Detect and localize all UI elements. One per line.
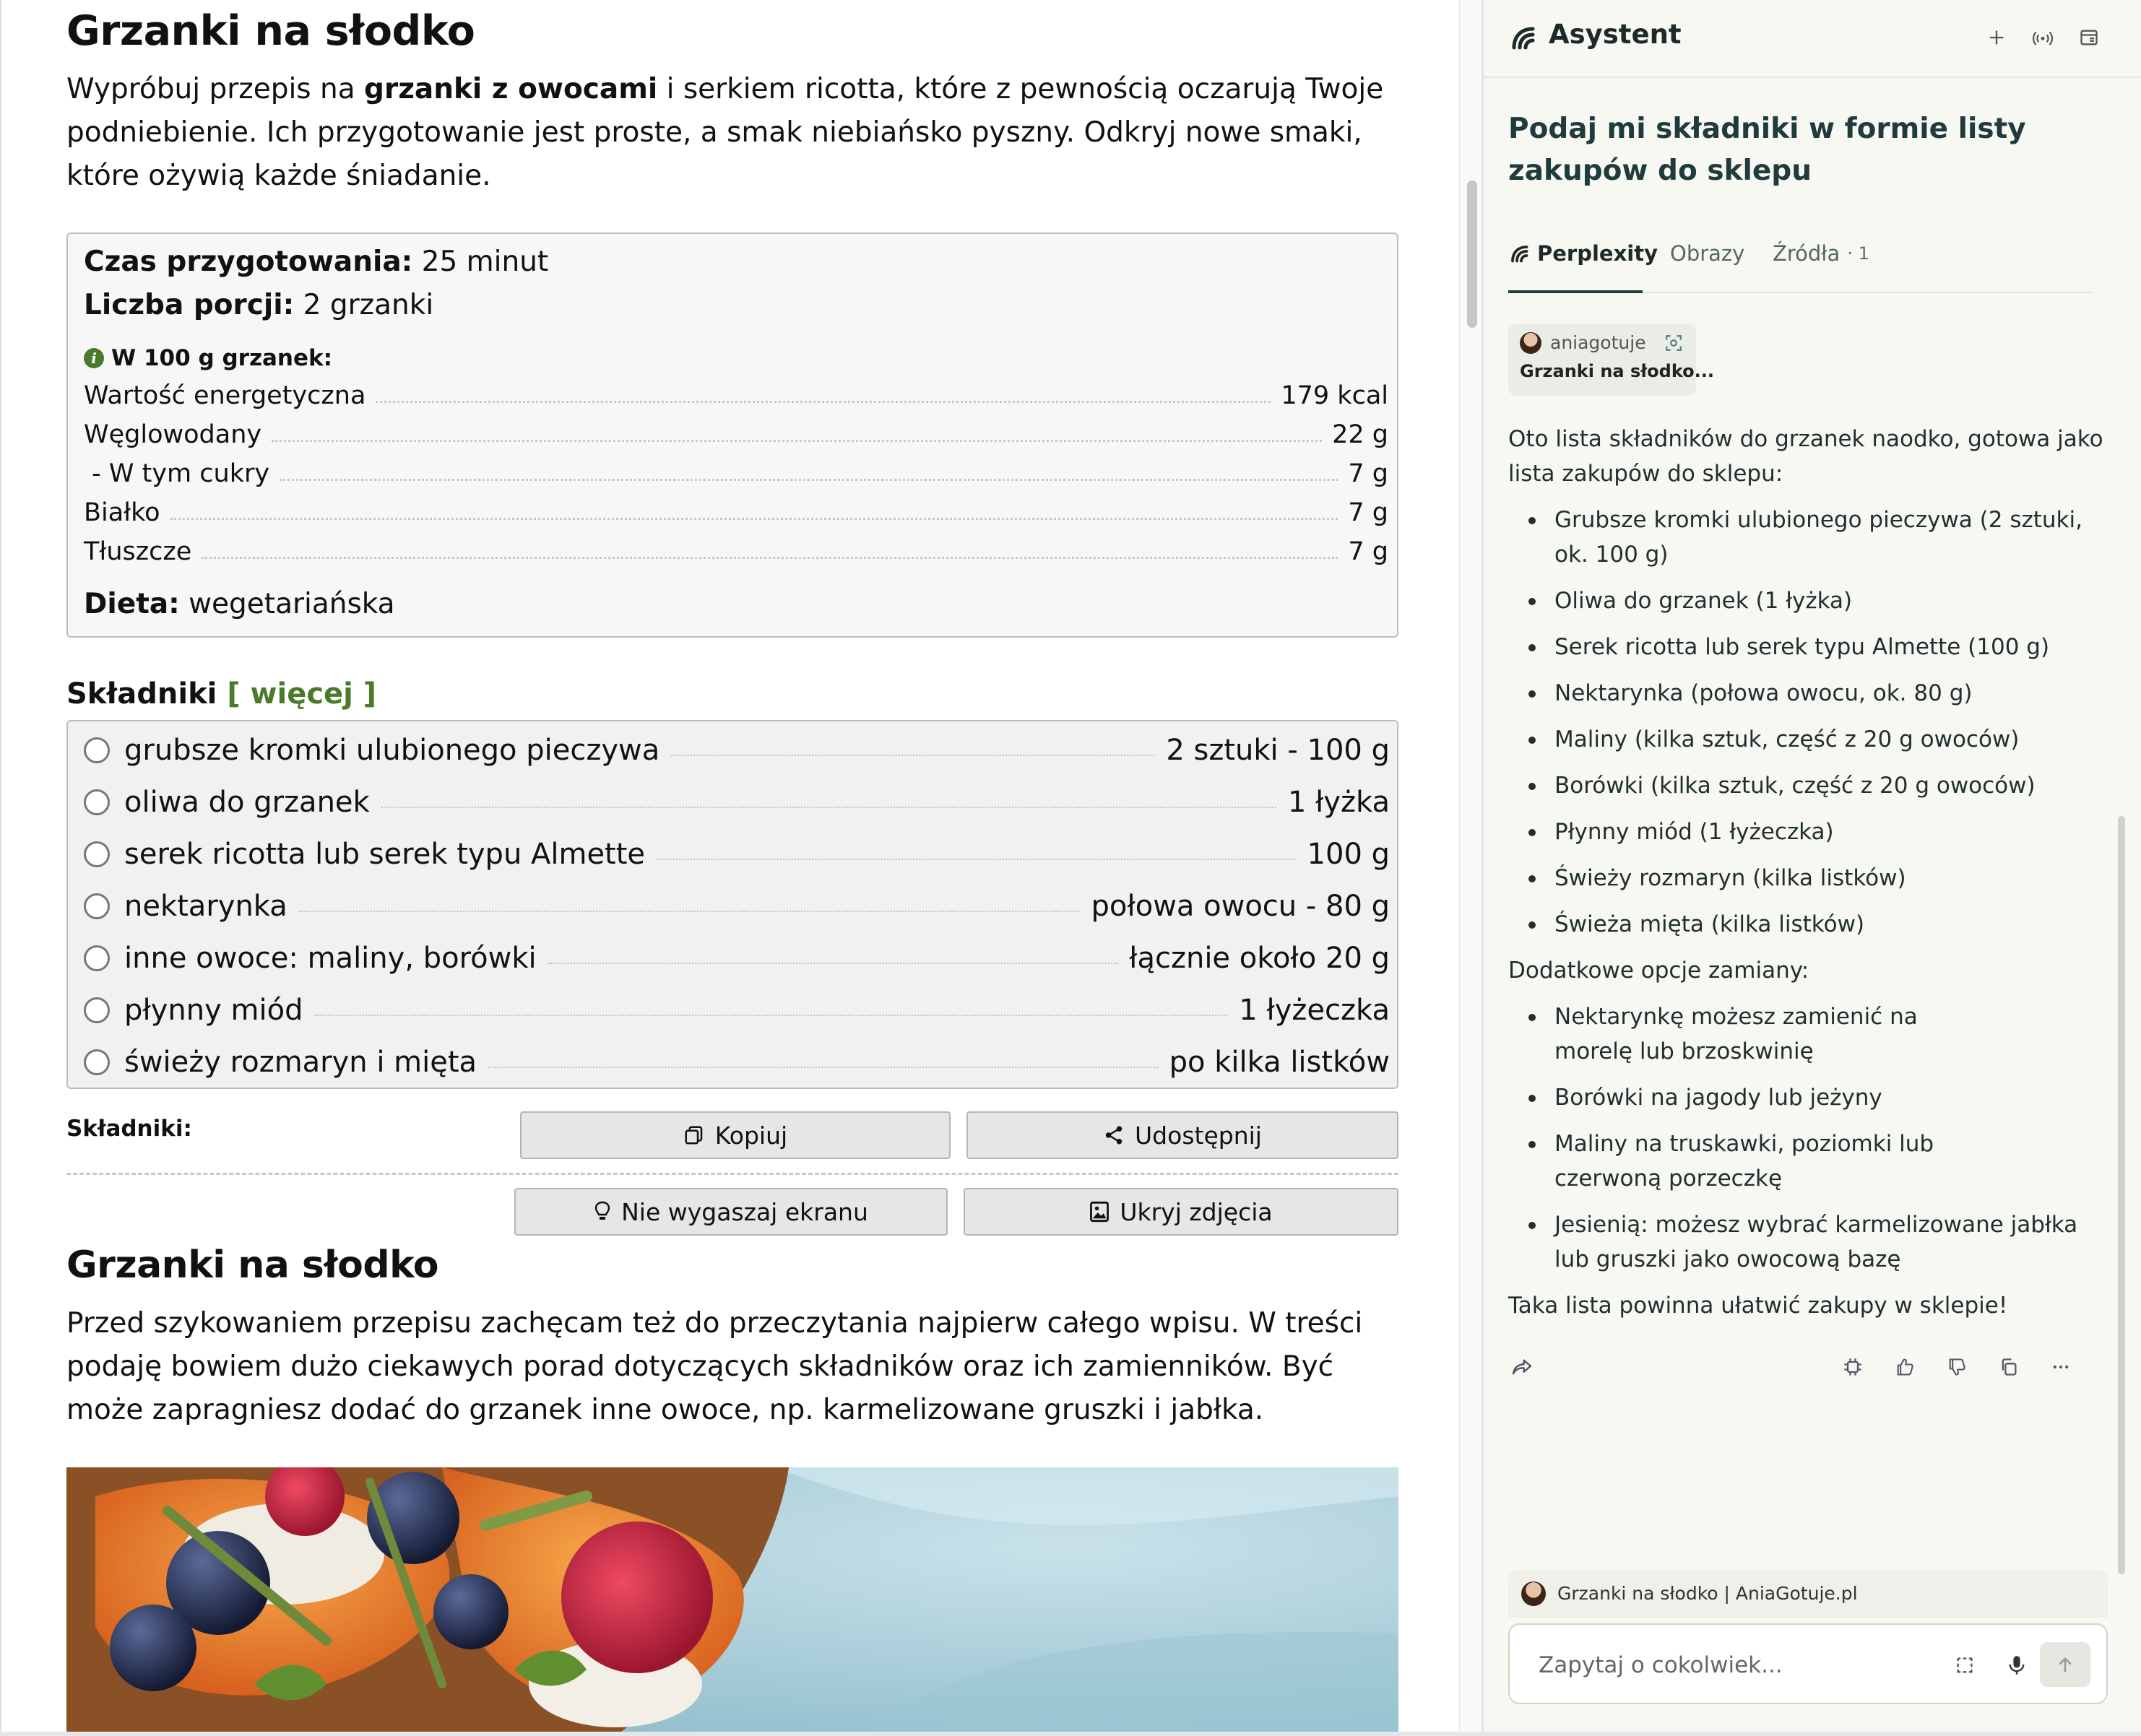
ingredient-checkbox[interactable] <box>84 789 110 815</box>
copy-button-label: Kopiuj <box>714 1121 788 1150</box>
tab-sources-count: · 1 <box>1847 243 1869 264</box>
more-icon <box>2051 1357 2071 1377</box>
ingredient-checkbox[interactable] <box>84 1049 110 1075</box>
assistant-sidebar <box>1482 0 2141 1736</box>
answer-closing: Taka lista powinna ułatwić zakupy w sklepie! <box>1508 1293 2008 1319</box>
section-title: Grzanki na słodko <box>66 1244 439 1287</box>
select-area-button[interactable] <box>1950 1651 1979 1680</box>
ingredient-row[interactable] <box>84 1036 1390 1088</box>
list-item: Borówki (kilka sztuk, część z 20 g owoców) <box>1554 768 2115 803</box>
share-arrow-icon <box>1510 1355 1534 1379</box>
page-scrollbar-thumb[interactable] <box>1467 181 1477 328</box>
divider <box>66 1173 1398 1175</box>
ingredient-name: płynny miód <box>124 994 303 1027</box>
recipe-photo <box>66 1467 1398 1736</box>
nutrition-value: 7 g <box>1348 498 1388 527</box>
open-window-button[interactable] <box>2076 25 2102 51</box>
diet-label: Dieta: <box>84 588 180 620</box>
ingredient-row[interactable] <box>84 724 1390 776</box>
prep-time-value: 25 minut <box>412 246 549 278</box>
intro-text-before: Wypróbuj przepis na <box>66 73 365 105</box>
list-item: Świeży rozmaryn (kilka listków) <box>1554 861 2115 895</box>
servings <box>84 289 433 321</box>
leader-dots <box>170 518 1338 520</box>
extra-options-list <box>1554 999 2115 1277</box>
lightbulb-icon <box>594 1201 611 1223</box>
ingredient-amount: łącznie około 20 g <box>1129 942 1390 975</box>
nutrition-row <box>84 410 1388 449</box>
more-options-button[interactable] <box>2047 1353 2075 1381</box>
share-button-label: Udostępnij <box>1135 1121 1262 1150</box>
section-text: Przed szykowaniem przepisu zachęcam też do przeczytania najpierw całego wpisu. W treści podaję bowiem dużo ciekawych porad dotyczących składników oraz ich zamienników. Być może zapragniesz dodać do grzanek inne owoce, np. karmelizowane gruszki i jabłka. <box>66 1307 1363 1426</box>
answer-tabs <box>1508 230 2093 293</box>
diet <box>84 588 395 620</box>
window-icon <box>2079 27 2099 48</box>
nutrition-label: Białko <box>84 498 160 527</box>
tab-images-label: Obrazy <box>1670 241 1745 266</box>
ingredients-title: Składniki <box>66 677 217 711</box>
toast-photo-illustration <box>66 1467 1398 1736</box>
new-thread-button[interactable] <box>1984 25 2010 51</box>
list-item: Maliny na truskawki, poziomki lub czerwoną porzeczkę <box>1554 1127 1959 1196</box>
recipe-title: Grzanki na słodko <box>66 7 475 55</box>
nutrition-label: Węglowodany <box>84 420 262 449</box>
list-item: Serek ricotta lub serek typu Almette (100 g) <box>1554 630 2115 664</box>
tab-perplexity[interactable] <box>1508 241 1658 266</box>
nutrition-label: - W tym cukry <box>84 459 270 488</box>
leader-dots <box>548 963 1117 964</box>
ingredients-heading <box>66 677 376 711</box>
leader-dots <box>272 440 1322 442</box>
answer-intro: Oto lista składników do grzanek naodko, gotowa jako lista zakupów do sklepu: <box>1508 426 2103 487</box>
list-item: Nektarynka (połowa owocu, ok. 80 g) <box>1554 676 2115 711</box>
list-item: Oliwa do grzanek (1 łyżka) <box>1554 583 2115 618</box>
shopping-list <box>1554 503 2115 942</box>
tab-images[interactable] <box>1670 241 1744 266</box>
send-button[interactable] <box>2040 1642 2090 1687</box>
nutrition-header <box>84 345 332 371</box>
list-item: Jesienią: możesz wybrać karmelizowane jabłka lub gruszki jako owocową bazę <box>1554 1207 2089 1277</box>
ask-input-box[interactable] <box>1508 1623 2108 1704</box>
list-item: Płynny miód (1 łyżeczka) <box>1554 815 2115 849</box>
servings-label: Liczba porcji: <box>84 289 295 321</box>
ingredient-amount: połowa owocu - 80 g <box>1091 890 1390 923</box>
thumbs-up-icon <box>1895 1357 1915 1377</box>
ingredient-name: świeży rozmaryn i mięta <box>124 1046 477 1079</box>
rewrite-button[interactable] <box>1839 1353 1867 1381</box>
broadcast-button[interactable] <box>2030 25 2056 51</box>
copy-answer-button[interactable] <box>1995 1353 2023 1381</box>
source-title: Grzanki na słodko... <box>1520 361 1714 381</box>
leader-dots <box>314 1015 1227 1016</box>
ingredient-name: grubsze kromki ulubionego pieczywa <box>124 734 660 767</box>
list-item: Świeża mięta (kilka listków) <box>1554 907 2115 942</box>
ask-input[interactable] <box>1539 1645 1943 1685</box>
leader-dots <box>381 807 1276 808</box>
chip-icon <box>1843 1357 1863 1377</box>
ingredients-actions-label: Składniki: <box>66 1116 192 1142</box>
active-tab-indicator <box>1508 290 1643 293</box>
source-user: aniagotuje <box>1550 332 1646 353</box>
servings-value: 2 grzanki <box>294 289 434 321</box>
thumbs-up-button[interactable] <box>1891 1353 1919 1381</box>
select-area-icon <box>1955 1655 1975 1675</box>
ingredient-row[interactable] <box>84 776 1390 828</box>
nutrition-value: 179 kcal <box>1281 381 1388 410</box>
share-answer-button[interactable] <box>1508 1353 1536 1381</box>
recipe-intro <box>66 68 1398 198</box>
assistant-scrollbar-thumb[interactable] <box>2118 816 2125 1574</box>
assistant-header <box>1484 0 2141 78</box>
keep-screen-on-label: Nie wygaszaj ekranu <box>621 1197 868 1226</box>
nutrition-value: 7 g <box>1348 537 1388 566</box>
nutrition-row <box>84 449 1388 488</box>
perplexity-tab-icon <box>1508 243 1530 264</box>
ingredient-amount: 100 g <box>1307 838 1390 871</box>
ingredient-row[interactable] <box>84 880 1390 932</box>
intro-text-after: i serkiem ricotta, które z pewnością oczarują Twoje podniebienie. Ich przygotowanie jest proste, a smak niebiańsko pyszny. Odkryj nowe smaki, które ożywią każde śniadanie. <box>66 73 1384 192</box>
ingredient-row[interactable] <box>84 984 1390 1036</box>
info-icon[interactable]: i <box>84 348 104 368</box>
recipe-info-box <box>66 233 1398 638</box>
arrow-up-icon <box>2055 1654 2075 1675</box>
hide-photos-button[interactable] <box>964 1188 1398 1236</box>
ingredient-name: nektarynka <box>124 890 287 923</box>
nutrition-value: 22 g <box>1332 420 1388 449</box>
leader-dots <box>376 401 1271 403</box>
nutrition-row <box>84 488 1388 527</box>
broadcast-icon <box>2032 27 2054 48</box>
nutrition-label: Tłuszcze <box>84 537 192 566</box>
leader-dots <box>488 1067 1158 1068</box>
thumbs-down-icon <box>1947 1357 1967 1377</box>
image-icon <box>1089 1201 1110 1223</box>
keep-screen-on-button[interactable] <box>514 1188 948 1236</box>
ingredient-checkbox[interactable] <box>84 997 110 1023</box>
ingredient-amount: 2 sztuki - 100 g <box>1166 734 1390 767</box>
hide-photos-label: Ukryj zdjęcia <box>1120 1197 1273 1226</box>
leader-dots <box>657 859 1296 860</box>
leader-dots <box>671 755 1154 756</box>
window-bottom-edge <box>0 1732 2141 1736</box>
tab-perplexity-label: Perplexity <box>1537 241 1658 266</box>
source-avatar <box>1520 332 1541 354</box>
diet-value: wegetariańska <box>179 588 395 620</box>
tab-sources-label: Źródła <box>1773 241 1841 266</box>
ingredient-amount: 1 łyżka <box>1287 786 1390 819</box>
copy-icon <box>1999 1357 2019 1377</box>
page-context-chip[interactable] <box>1508 1570 2108 1618</box>
prep-time-label: Czas przygotowania: <box>84 246 413 278</box>
plus-icon <box>1986 27 2007 48</box>
list-item: Grubsze kromki ulubionego pieczywa (2 sztuki, ok. 100 g) <box>1554 503 2115 572</box>
ingredients-list <box>66 720 1398 1089</box>
answer-actions <box>1508 1352 2115 1384</box>
leader-dots <box>280 479 1338 481</box>
tab-sources[interactable] <box>1773 241 1869 266</box>
ingredient-checkbox[interactable] <box>84 737 110 763</box>
ingredient-amount: 1 łyżeczka <box>1239 994 1390 1027</box>
assistant-title: Asystent <box>1549 19 1682 50</box>
leader-dots <box>202 557 1338 559</box>
copy-icon <box>683 1124 705 1146</box>
ingredient-name: serek ricotta lub serek typu Almette <box>124 838 646 871</box>
share-icon <box>1103 1124 1125 1146</box>
list-item: Borówki na jagody lub jeżyny <box>1554 1080 2115 1115</box>
prep-time <box>84 246 548 278</box>
context-label: Grzanki na słodko | AniaGotuje.pl <box>1557 1583 1858 1604</box>
nutrition-row <box>84 527 1388 566</box>
nutrition-label: Wartość energetyczna <box>84 381 366 410</box>
thumbs-down-button[interactable] <box>1943 1353 1971 1381</box>
nutrition-value: 7 g <box>1348 459 1388 488</box>
ingredient-row[interactable] <box>84 932 1390 984</box>
share-button[interactable] <box>966 1111 1398 1159</box>
ingredient-checkbox[interactable] <box>84 841 110 867</box>
context-avatar <box>1521 1581 1546 1606</box>
ingredient-checkbox[interactable] <box>84 893 110 919</box>
screenshot-icon <box>1664 334 1683 352</box>
ingredient-row[interactable] <box>84 828 1390 880</box>
user-question: Podaj mi składniki w formie listy zakupów do sklepu <box>1508 113 2026 187</box>
perplexity-logo-icon <box>1508 23 1537 52</box>
ingredient-name: inne owoce: maliny, borówki <box>124 942 537 975</box>
list-item: Maliny (kilka sztuk, część z 20 g owoców) <box>1554 722 2115 757</box>
source-card[interactable] <box>1508 324 1714 396</box>
microphone-icon <box>2007 1654 2027 1676</box>
ingredient-checkbox[interactable] <box>84 945 110 971</box>
list-item: Nektarynkę możesz zamienić na morelę lub brzoskwinię <box>1554 999 1959 1069</box>
nutrition-header-label: W 100 g grzanek: <box>111 345 333 371</box>
ingredients-more-link[interactable]: [ więcej ] <box>227 677 377 711</box>
answer-body <box>1508 422 2115 1334</box>
ingredient-name: oliwa do grzanek <box>124 786 370 819</box>
copy-button[interactable] <box>520 1111 951 1159</box>
leader-dots <box>299 911 1080 912</box>
microphone-button[interactable] <box>2002 1651 2031 1680</box>
intro-bold-link: grzanki z owocami <box>364 73 658 105</box>
ingredient-amount: po kilka listków <box>1169 1046 1390 1079</box>
extra-options-title: Dodatkowe opcje zamiany: <box>1508 958 1809 984</box>
nutrition-row <box>84 371 1388 410</box>
